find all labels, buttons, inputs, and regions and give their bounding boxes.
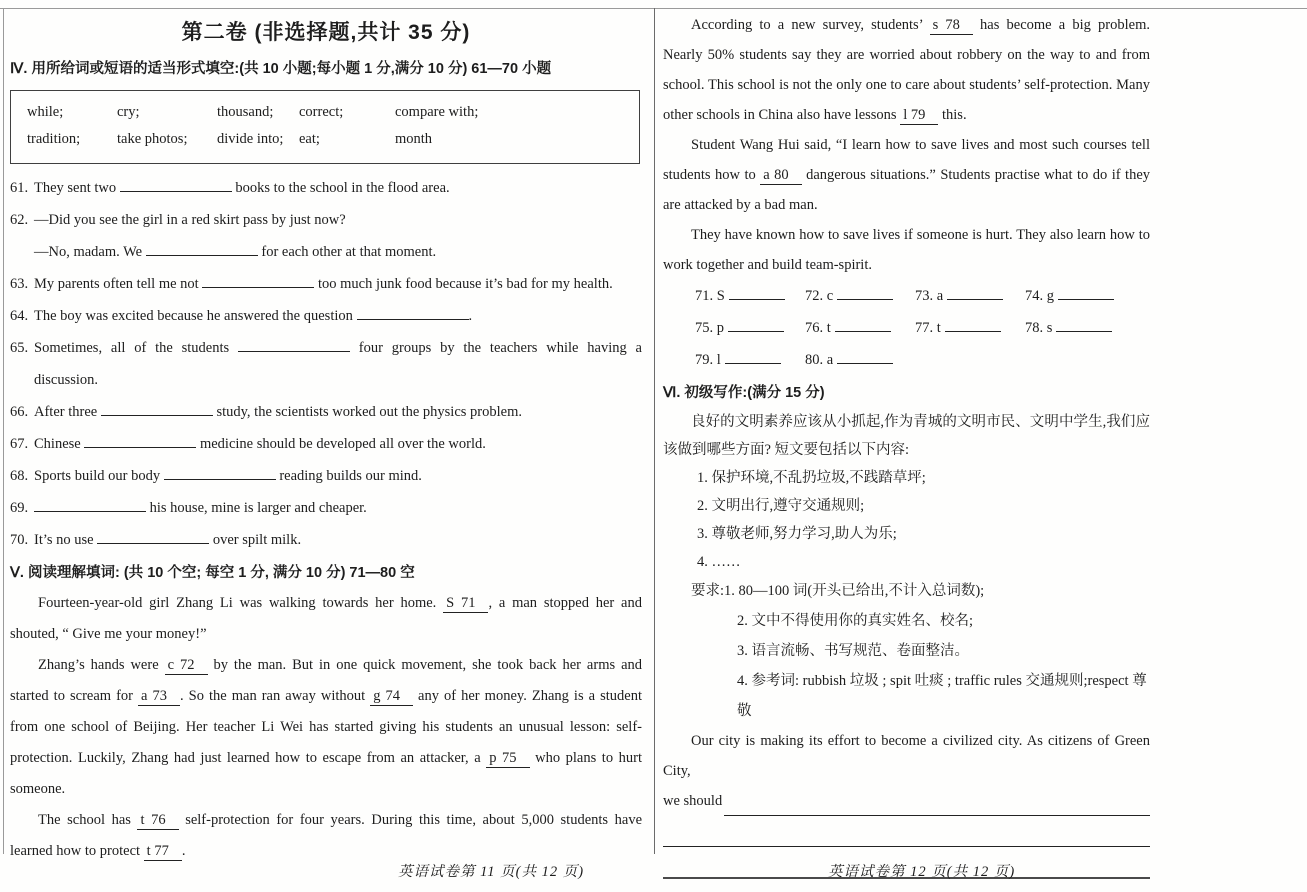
essay-opening-line: Our city is making its effort to become a civilized city. As citizens of Green City, (663, 733, 1150, 779)
question-text: Sometimes, all of the students four groups by the teachers while having a discussion. (34, 332, 642, 396)
essay-lead-text: we should (663, 793, 723, 809)
answer-line (728, 317, 784, 332)
answer-blank-label: 76. t (805, 320, 831, 336)
question-68 (10, 460, 642, 492)
question-number: 68. (10, 468, 29, 484)
inline-answer-blank: t 76 (137, 812, 178, 830)
page-title: 第二卷 (非选择题,共计 35 分) (181, 21, 471, 44)
word-bank-item: eat; (299, 131, 320, 147)
answer-blank-label: 74. g (1025, 288, 1054, 304)
question-number: 67. (10, 436, 29, 452)
question-70 (10, 524, 642, 556)
question-text: My parents often tell me not too much junk food because it’s bad for my health. (34, 268, 642, 300)
passage-paragraph-3: The school has t 76 self-protection for four years. During this time, about 5,000 students have learned how to protect t 77 . (10, 812, 643, 859)
answer-blank-row-3 (663, 344, 1150, 376)
answer-blank (238, 337, 350, 352)
word-bank-item: month (395, 131, 433, 147)
passage-paragraph-5: Student Wang Hui said, “I learn how to save lives and most such courses tell students how to a 80 dangerous situations.” Students practise what to do if they are attacked by a bad man. (663, 137, 1151, 213)
word-bank-row-1 (27, 99, 635, 126)
passage-paragraph-4: According to a new survey, students’ s 78 has become a big problem. Nearly 50% students say they are worried about robbery on the way to and from school. This school is not the only one to care about students’ self-protection. Many other schools in China also have lessons l 79 this. (663, 17, 1150, 123)
answer-blank-row-2 (663, 312, 1150, 344)
answer-blank-label: 72. c (805, 288, 834, 304)
answer-line (835, 317, 891, 332)
page-11 (10, 12, 642, 867)
answer-blank-label: 78. s (1025, 320, 1053, 336)
question-66 (10, 396, 642, 428)
word-bank-item: cry; (117, 104, 140, 120)
answer-line (1056, 317, 1112, 332)
question-64 (10, 300, 642, 332)
essay-writing-line (663, 816, 1150, 847)
word-bank-item: take photos; (117, 131, 188, 147)
answer-blank (34, 497, 146, 512)
writing-requirement-4: 4. 参考词: rubbish 垃圾 ; spit 吐痰 ; traffic rules 交通规则;respect 尊敬 (737, 673, 1147, 719)
inline-answer-blank: l 79 (900, 107, 938, 125)
answer-line (725, 349, 781, 364)
answer-line (837, 349, 893, 364)
answer-blank-71 (695, 280, 805, 312)
answer-blank-77 (915, 312, 1025, 344)
answer-line (729, 285, 785, 300)
answer-blank-row-1 (663, 280, 1150, 312)
writing-prompt: 良好的文明素养应该从小抓起,作为青城的文明市民、文明中学生,我们应该做到哪些方面? 短文要包括以下内容: (663, 414, 1150, 458)
word-bank-row-2 (27, 126, 635, 153)
question-text: Chinese medicine should be developed all over the world. (34, 428, 642, 460)
question-number: 70. (10, 532, 29, 548)
answer-blank-label: 77. t (915, 320, 941, 336)
answer-blank-label: 79. l (695, 352, 721, 368)
question-65 (10, 332, 642, 396)
passage-paragraph-1: Fourteen-year-old girl Zhang Li was walking towards her home. S 71 , a man stopped her and shouted, “ Give me your money!” (10, 595, 642, 642)
inline-answer-blank: g 74 (370, 688, 413, 706)
word-bank-item: compare with; (395, 104, 479, 120)
column-divider (654, 8, 655, 854)
writing-requirement-1: 要求:1. 80—100 词(开头已给出,不计入总词数); (691, 583, 985, 599)
inline-answer-blank: a 80 (760, 167, 801, 185)
answer-blank-74 (1025, 280, 1150, 312)
word-bank-item: divide into; (217, 131, 284, 147)
passage-paragraph-6: They have known how to save lives if someone is hurt. They also learn how to work together and build team-spirit. (663, 227, 1150, 273)
question-69 (10, 492, 642, 524)
answer-blank-78 (1025, 312, 1150, 344)
answer-blank-label: 71. S (695, 288, 725, 304)
question-text: After three study, the scientists worked out the physics problem. (34, 396, 642, 428)
inline-answer-blank: a 73 (138, 688, 180, 706)
question-number: 64. (10, 308, 29, 324)
question-67 (10, 428, 642, 460)
answer-line (837, 285, 893, 300)
inline-answer-blank: t 77 (144, 843, 182, 861)
answer-line (945, 317, 1001, 332)
answer-blank (101, 401, 213, 416)
word-bank-item: thousand; (217, 104, 274, 120)
section-4-heading: Ⅳ. 用所给词或短语的适当形式填空:(共 10 小题;每小题 1 分,满分 10 分) 61—70 小题 (10, 61, 552, 77)
answer-blank-75 (695, 312, 805, 344)
page-left-rule (3, 8, 4, 854)
answer-line (1058, 285, 1114, 300)
answer-line (947, 285, 1003, 300)
section-5-heading: Ⅴ. 阅读理解填词: (共 10 个空; 每空 1 分, 满分 10 分) 71—80 空 (10, 565, 415, 581)
question-number: 61. (10, 180, 29, 196)
question-62 (10, 204, 642, 268)
answer-blank-72 (805, 280, 915, 312)
answer-blank-79 (695, 344, 805, 376)
passage-paragraph-2: Zhang’s hands were c 72 by the man. But in one quick movement, she took back her arms and started to scream for a 73 . So the man ran away without g 74 any of her money. Zhang is a student from one school of Beijing. Her teacher Li Wei has started giving his students an unusual lesson: self-protection. Luckily, Zhang had just learned how to escape from an attacker, a p 75 who plans to hurt someone. (10, 657, 643, 797)
question-text: They sent two books to the school in the flood area. (34, 172, 642, 204)
essay-writing-line (724, 786, 1150, 816)
answer-blank-label: 75. p (695, 320, 724, 336)
answer-blank (97, 529, 209, 544)
question-text: his house, mine is larger and cheaper. (34, 492, 642, 524)
question-number: 65. (10, 340, 29, 356)
inline-answer-blank: s 78 (930, 17, 973, 35)
question-text: —Did you see the girl in a red skirt pass by just now? (34, 212, 346, 228)
answer-blank-label: 80. a (805, 352, 834, 368)
essay-lead-line (663, 786, 1150, 816)
writing-point-4: 4. …… (697, 554, 741, 570)
word-bank-item: correct; (299, 104, 344, 120)
answer-blank-80 (805, 344, 915, 376)
question-61 (10, 172, 642, 204)
inline-answer-blank: c 72 (165, 657, 208, 675)
answer-blank-73 (915, 280, 1025, 312)
writing-requirement-2: 2. 文中不得使用你的真实姓名、校名; (737, 613, 974, 629)
section-6-heading: Ⅵ. 初级写作:(满分 15 分) (663, 385, 825, 401)
question-number: 62. (10, 212, 29, 228)
page-11-footer: 英语试卷第 11 页(共 12 页) (398, 864, 585, 880)
word-bank-item: tradition; (27, 131, 81, 147)
answer-blank-76 (805, 312, 915, 344)
writing-point-2: 2. 文明出行,遵守交通规则; (697, 498, 865, 514)
question-number: 66. (10, 404, 29, 420)
word-bank-item: while; (27, 104, 64, 120)
question-number: 63. (10, 276, 29, 292)
writing-point-1: 1. 保护环境,不乱扔垃圾,不践踏草坪; (697, 470, 926, 486)
page-12 (663, 10, 1150, 879)
answer-blank (146, 241, 258, 256)
writing-point-3: 3. 尊敬老师,努力学习,助人为乐; (697, 526, 897, 542)
writing-requirement-3: 3. 语言流畅、书写规范、卷面整洁。 (737, 643, 969, 659)
answer-blank-label: 73. a (915, 288, 944, 304)
inline-answer-blank: p 75 (486, 750, 529, 768)
answer-blank (120, 177, 232, 192)
question-text: —No, madam. We for each other at that moment. (34, 236, 642, 268)
answer-blank (84, 433, 196, 448)
question-text: Sports build our body reading builds our mind. (34, 460, 642, 492)
answer-blank (202, 273, 314, 288)
word-bank-box (10, 90, 640, 164)
question-text: It’s no use over spilt milk. (34, 524, 642, 556)
answer-blank (357, 305, 469, 320)
question-number: 69. (10, 500, 29, 516)
answer-blank (164, 465, 276, 480)
page-12-footer: 英语试卷第 12 页(共 12 页) (828, 864, 1016, 880)
inline-answer-blank: S 71 (443, 595, 488, 613)
question-text: The boy was excited because he answered the question . (34, 300, 642, 332)
question-63 (10, 268, 642, 300)
